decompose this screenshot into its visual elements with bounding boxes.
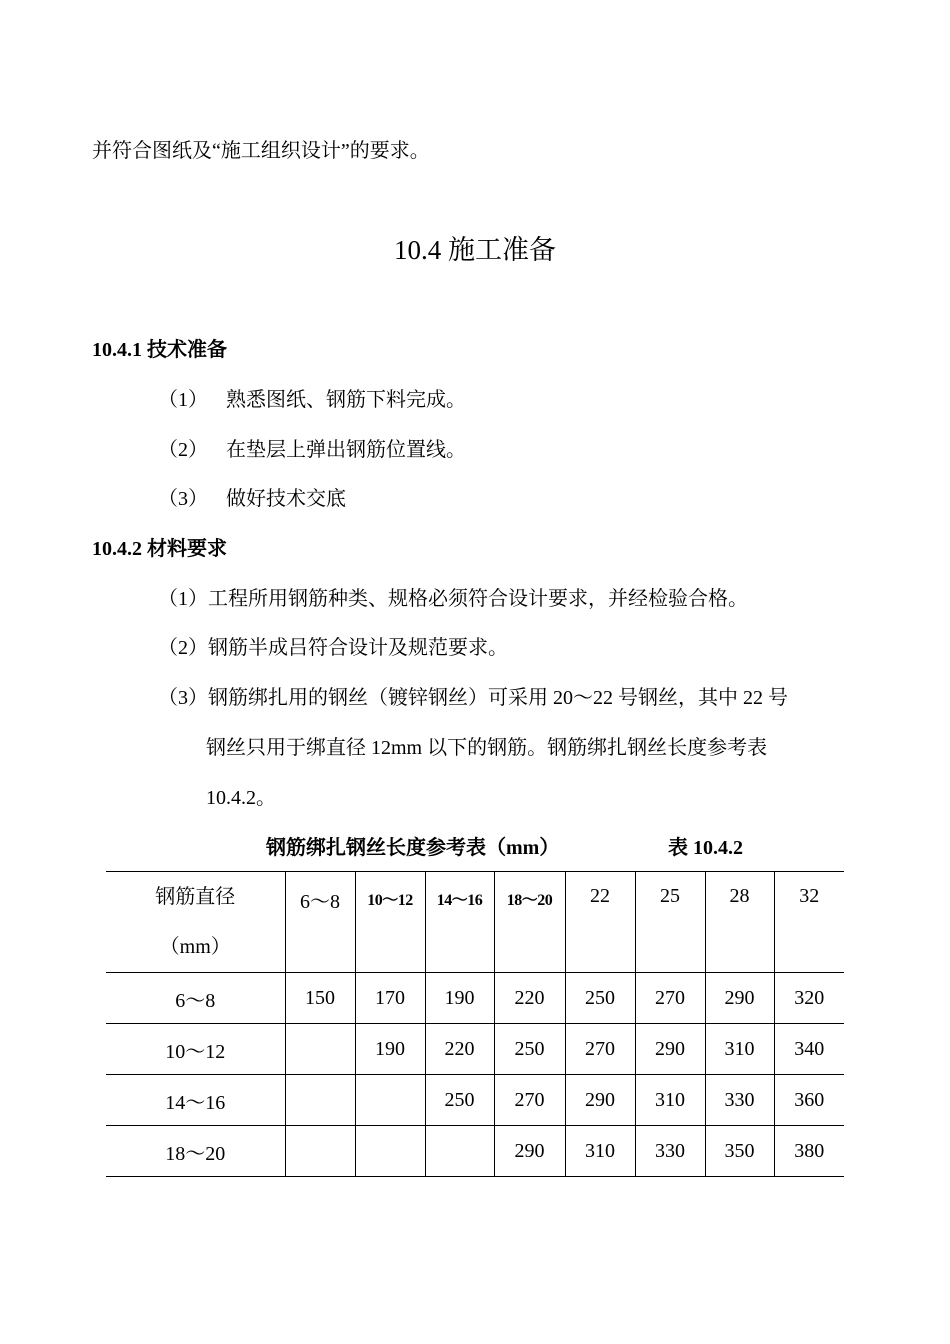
table-cell [285,1075,355,1126]
item-number: （2） [158,439,208,461]
table-cell: 250 [565,973,635,1024]
header-cell-diameter [106,872,285,973]
material-item-continuation: 钢丝只用于绑直径 12mm 以下的钢筋。钢筋绑扎钢丝长度参考表 [206,737,768,759]
table-cell: 320 [774,973,844,1024]
table-cell: 310 [705,1024,774,1075]
table-header-row [106,872,844,973]
header-cell: 28 [705,872,774,973]
material-item: （1）工程所用钢筋种类、规格必须符合设计要求，并经检验合格。 [158,588,748,610]
table-cell: 250 [494,1024,565,1075]
row-label: 10～12 [106,1024,285,1075]
item-text: 在垫层上弹出钢筋位置线。 [226,439,466,461]
header-label: 钢筋直径 [155,886,236,908]
section-title: 10.4 施工准备 [394,235,556,265]
table-number: 表 10.4.2 [668,837,743,859]
table-row [106,1024,844,1075]
header-cell: 14～16 [425,872,494,973]
header-cell: 22 [565,872,635,973]
table-cell: 290 [635,1024,705,1075]
header-unit: （mm） [159,936,231,958]
table-cell: 350 [705,1126,774,1177]
item-text: 熟悉图纸、钢筋下料完成。 [226,389,466,411]
subsection-title-material: 10.4.2 材料要求 [92,538,227,560]
table-cell: 330 [635,1126,705,1177]
table-cell: 310 [565,1126,635,1177]
table-cell [285,1024,355,1075]
table-cell: 190 [425,973,494,1024]
tech-item [158,436,466,464]
header-cell: 32 [774,872,844,973]
table-cell: 310 [635,1075,705,1126]
table-cell: 220 [494,973,565,1024]
subsection-title-tech-prep: 10.4.1 技术准备 [92,339,227,361]
material-item-continuation: 10.4.2。 [206,787,276,809]
table-cell: 330 [705,1075,774,1126]
table-cell [355,1075,425,1126]
intro-line: 并符合图纸及“施工组织设计”的要求。 [92,140,430,162]
tech-item [158,386,466,414]
table-cell: 380 [774,1126,844,1177]
table-caption: 钢筋绑扎钢丝长度参考表（mm） [266,837,560,859]
wire-length-table [106,871,844,1177]
table-row [106,973,844,1024]
table-cell: 290 [565,1075,635,1126]
table-cell: 270 [635,973,705,1024]
table-cell: 170 [355,973,425,1024]
table-cell: 150 [285,973,355,1024]
table-cell [355,1126,425,1177]
table-cell: 270 [565,1024,635,1075]
row-label: 6～8 [106,973,285,1024]
item-number: （1） [158,389,208,411]
item-text: 做好技术交底 [226,488,346,510]
header-cell: 25 [635,872,705,973]
table-cell: 220 [425,1024,494,1075]
table-cell: 360 [774,1075,844,1126]
table-cell: 270 [494,1075,565,1126]
material-item: （2）钢筋半成吕符合设计及规范要求。 [158,637,508,659]
table-cell: 290 [705,973,774,1024]
row-label: 14～16 [106,1075,285,1126]
table-row [106,1126,844,1177]
row-label: 18～20 [106,1126,285,1177]
header-cell: 6～8 [285,872,355,973]
table-row [106,1075,844,1126]
material-item: （3）钢筋绑扎用的钢丝（镀锌钢丝）可采用 20～22 号钢丝，其中 22 号 [158,687,788,709]
table-cell: 290 [494,1126,565,1177]
table-cell: 340 [774,1024,844,1075]
header-cell: 18～20 [494,872,565,973]
header-cell: 10～12 [355,872,425,973]
tech-item [158,485,346,513]
table-cell [425,1126,494,1177]
item-number: （3） [158,488,208,510]
table-cell [285,1126,355,1177]
table-cell: 250 [425,1075,494,1126]
table-cell: 190 [355,1024,425,1075]
